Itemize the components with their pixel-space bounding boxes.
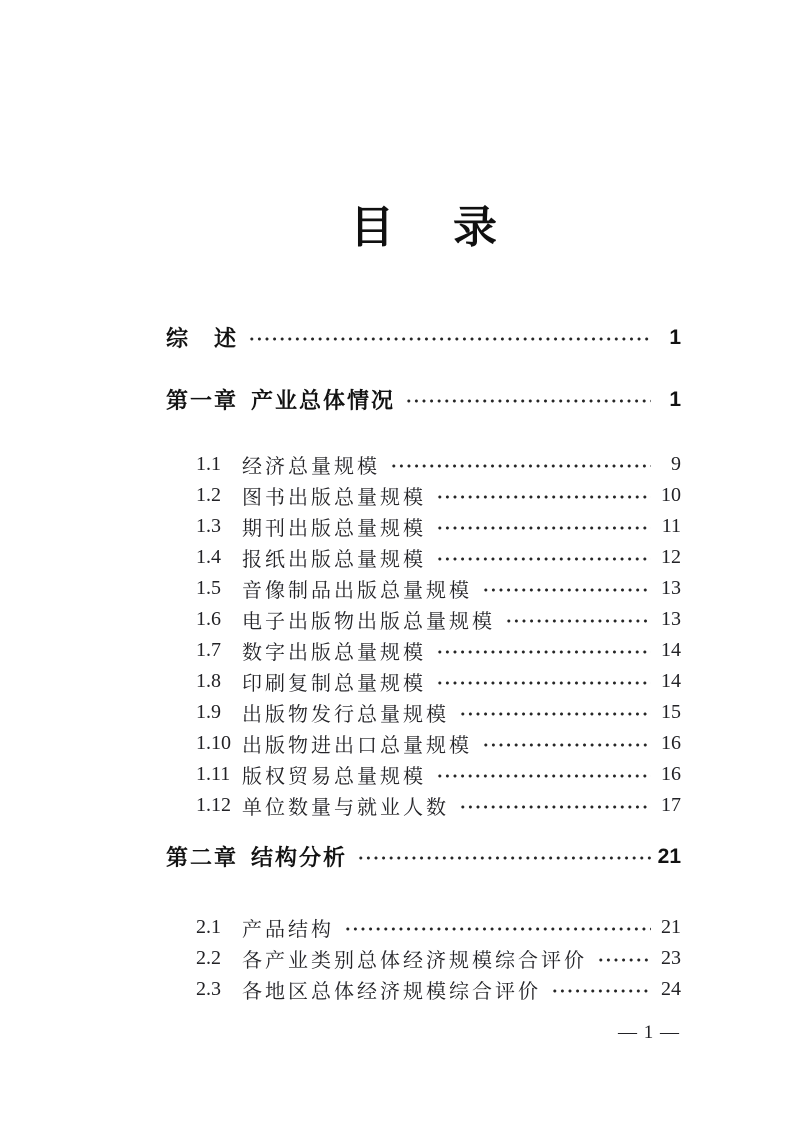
- dot-leader: [436, 524, 651, 532]
- toc-entry-1-8: [166, 666, 681, 697]
- toc-entry-label: 报纸出版总量规模: [242, 549, 426, 571]
- toc-entry-number: 2.2: [196, 947, 221, 969]
- dot-leader: [390, 462, 651, 470]
- toc-entry-page: 1: [669, 325, 681, 349]
- toc-entry-number: 第二章: [166, 845, 239, 870]
- toc-entry-number: 1.9: [196, 701, 221, 723]
- dot-leader: [459, 803, 651, 811]
- dot-leader: [436, 648, 651, 656]
- toc-entry-1-7: [166, 635, 681, 666]
- toc-entry-page: 9: [671, 453, 681, 475]
- toc-entry-1-9: [166, 697, 681, 728]
- toc-entry-page: 12: [661, 546, 681, 568]
- toc-entry-number: 1.10: [196, 732, 231, 754]
- toc-entry-label: 各产业类别总体经济规模综合评价: [242, 950, 587, 972]
- toc-entry-page: 11: [661, 515, 681, 537]
- toc-entry-number: 1.12: [196, 794, 231, 816]
- toc-entry-label: 经济总量规模: [242, 456, 380, 478]
- toc-entry-number: 1.1: [196, 453, 221, 475]
- toc-entry-label: 期刊出版总量规模: [242, 518, 426, 540]
- toc-entry-label: 版权贸易总量规模: [242, 766, 426, 788]
- toc-entry-label: 产业总体情况: [251, 388, 396, 413]
- page-title: 目 录: [350, 203, 497, 252]
- toc-entry-number: 2.3: [196, 978, 221, 1000]
- toc-entry-page: 10: [661, 484, 681, 506]
- toc-entry-number: 1.6: [196, 608, 221, 630]
- toc-entry-label: 出版物进出口总量规模: [242, 735, 472, 757]
- dot-leader: [597, 956, 651, 964]
- toc-entry-overview: [166, 322, 681, 353]
- toc-list: [166, 322, 681, 1005]
- dot-leader: [482, 586, 651, 594]
- toc-entry-label: 结构分析: [251, 845, 348, 870]
- toc-entry-page: 16: [661, 732, 681, 754]
- toc-entry-chapter-2: [166, 841, 681, 872]
- dot-leader: [482, 741, 651, 749]
- toc-entry-label: 电子出版物出版总量规模: [242, 611, 495, 633]
- toc-entry-page: 21: [657, 844, 681, 868]
- toc-entry-label: 产品结构: [242, 919, 334, 941]
- dot-leader: [357, 854, 651, 862]
- toc-entry-1-4: [166, 542, 681, 573]
- dot-leader: [436, 772, 651, 780]
- toc-entry-page: 24: [661, 978, 681, 1000]
- toc-entry-page: 17: [661, 794, 681, 816]
- toc-entry-number: 1.11: [196, 763, 231, 785]
- toc-entry-number: 1.4: [196, 546, 221, 568]
- dot-leader: [344, 925, 651, 933]
- toc-entry-1-1: [166, 449, 681, 480]
- toc-entry-2-3: [166, 974, 681, 1005]
- toc-entry-label: 综 述: [166, 326, 239, 351]
- toc-entry-number: 2.1: [196, 916, 221, 938]
- toc-entry-label: 数字出版总量规模: [242, 642, 426, 664]
- toc-entry-label: 图书出版总量规模: [242, 487, 426, 509]
- toc-entry-1-11: [166, 759, 681, 790]
- toc-entry-page: 14: [661, 670, 681, 692]
- page-number-footer: — 1 —: [618, 1022, 680, 1043]
- dot-leader: [248, 335, 651, 343]
- toc-entry-page: 14: [661, 639, 681, 661]
- dot-leader: [436, 493, 651, 501]
- toc-entry-number: 1.7: [196, 639, 221, 661]
- toc-entry-1-3: [166, 511, 681, 542]
- toc-entry-label: 音像制品出版总量规模: [242, 580, 472, 602]
- toc-entry-label: 各地区总体经济规模综合评价: [242, 981, 541, 1003]
- toc-entry-chapter-1: [166, 384, 681, 415]
- toc-entry-1-5: [166, 573, 681, 604]
- dot-leader: [436, 555, 651, 563]
- dot-leader: [459, 710, 651, 718]
- toc-entry-1-2: [166, 480, 681, 511]
- toc-entry-2-1: [166, 912, 681, 943]
- toc-entry-number: 第一章: [166, 388, 239, 413]
- toc-entry-label: 单位数量与就业人数: [242, 797, 449, 819]
- toc-entry-1-10: [166, 728, 681, 759]
- toc-entry-2-2: [166, 943, 681, 974]
- toc-entry-label: 出版物发行总量规模: [242, 704, 449, 726]
- toc-entry-page: 21: [661, 916, 681, 938]
- toc-entry-number: 1.2: [196, 484, 221, 506]
- toc-entry-1-12: [166, 790, 681, 821]
- toc-entry-label: 印刷复制总量规模: [242, 673, 426, 695]
- toc-entry-page: 13: [661, 608, 681, 630]
- dot-leader: [505, 617, 651, 625]
- dot-leader: [405, 397, 651, 405]
- toc-entry-number: 1.8: [196, 670, 221, 692]
- toc-entry-number: 1.5: [196, 577, 221, 599]
- toc-entry-page: 16: [661, 763, 681, 785]
- toc-entry-number: 1.3: [196, 515, 221, 537]
- toc-entry-page: 1: [669, 387, 681, 411]
- toc-entry-1-6: [166, 604, 681, 635]
- toc-entry-page: 13: [661, 577, 681, 599]
- dot-leader: [551, 987, 651, 995]
- toc-entry-page: 15: [661, 701, 681, 723]
- dot-leader: [436, 679, 651, 687]
- toc-entry-page: 23: [661, 947, 681, 969]
